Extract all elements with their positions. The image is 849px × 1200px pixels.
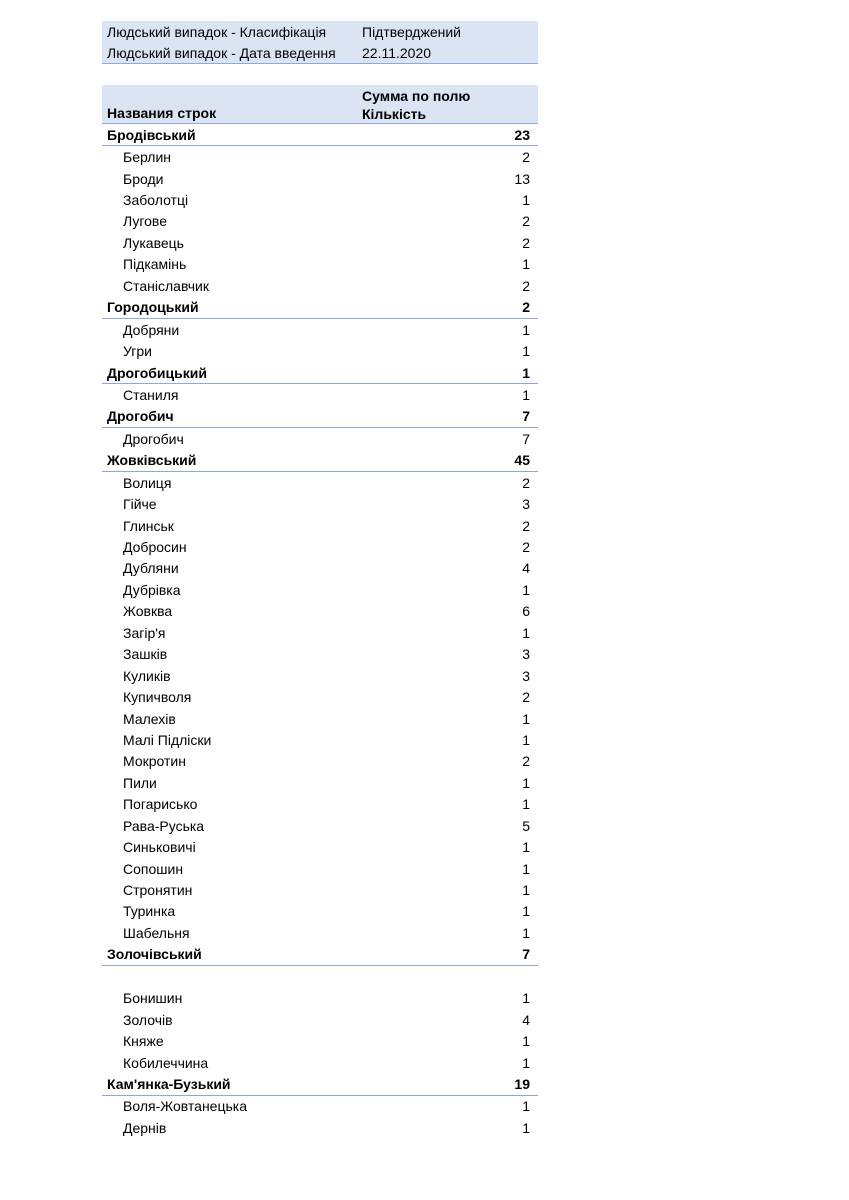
table-row (102, 1030, 538, 1051)
table-row (102, 729, 538, 750)
table-row (102, 879, 538, 900)
row-label: Станіславчик (123, 277, 209, 294)
table-row (102, 622, 538, 643)
row-value: 1 (522, 903, 530, 920)
table-row (102, 708, 538, 729)
row-label: Бонишин (123, 990, 183, 1007)
row-label: Добряни (123, 321, 180, 338)
group-row (102, 124, 538, 146)
group-row (102, 362, 538, 384)
table-row (102, 1052, 538, 1073)
filter-label: Людський випадок - Класифікація (107, 23, 327, 40)
row-label: Золочівський (107, 946, 202, 963)
row-value: 1 (522, 192, 530, 209)
filter-row-classification (102, 21, 538, 42)
row-label: Княже (123, 1033, 164, 1050)
filter-row-date (102, 42, 538, 63)
row-value: 1 (522, 990, 530, 1007)
table-row (102, 472, 538, 493)
row-value: 1 (522, 796, 530, 813)
table-row (102, 751, 538, 772)
table-row (102, 493, 538, 514)
table-row (102, 275, 538, 296)
row-value: 2 (522, 277, 530, 294)
row-value: 7 (522, 946, 530, 963)
filter-label: Людський випадок - Дата введення (107, 44, 336, 61)
row-label: Броди (123, 170, 164, 187)
row-value: 1 (522, 581, 530, 598)
row-label: Заболотці (123, 192, 189, 209)
row-label: Дрогобицький (107, 364, 207, 381)
row-label: Бродівський (107, 126, 196, 143)
row-value: 2 (522, 234, 530, 251)
filter-value: 22.11.2020 (362, 44, 432, 61)
row-value: 1 (522, 860, 530, 877)
table-row (102, 644, 538, 665)
row-value: 1 (522, 731, 530, 748)
row-label: Городоцький (107, 299, 199, 316)
row-value: 6 (522, 603, 530, 620)
table-row (102, 815, 538, 836)
row-value: 1 (522, 343, 530, 360)
row-label: Воля-Жовтанецька (123, 1098, 248, 1115)
row-label: Гійче (123, 496, 157, 513)
table-row (102, 772, 538, 793)
row-label: Дрогобич (123, 430, 184, 447)
group-row (102, 450, 538, 472)
row-value: 45 (514, 452, 530, 469)
table-row (102, 319, 538, 340)
row-value: 2 (522, 753, 530, 770)
row-label: Добросин (123, 539, 187, 556)
row-value: 4 (522, 560, 530, 577)
table-row (102, 254, 538, 275)
row-value: 4 (522, 1011, 530, 1028)
row-value: 2 (522, 213, 530, 230)
row-label: Малі Підліски (123, 731, 212, 748)
row-value: 3 (522, 667, 530, 684)
table-row (102, 211, 538, 232)
row-value: 1 (522, 386, 530, 403)
table-row (102, 1009, 538, 1030)
filter-area (102, 21, 538, 64)
table-row (102, 428, 538, 449)
row-value: 7 (522, 408, 530, 425)
row-label: Дубрівка (123, 581, 181, 598)
row-label: Золочів (123, 1011, 173, 1028)
table-row (102, 836, 538, 857)
table-row (102, 601, 538, 622)
group-row (102, 297, 538, 319)
gap-row (102, 64, 538, 85)
table-row (102, 558, 538, 579)
row-label: Жовква (123, 603, 173, 620)
row-value: 3 (522, 496, 530, 513)
row-value: 1 (522, 774, 530, 791)
row-value: 2 (522, 149, 530, 166)
row-label: Мокротин (123, 753, 186, 770)
row-value: 2 (522, 474, 530, 491)
row-label: Дрогобич (107, 408, 174, 425)
row-label: Синьковичі (123, 839, 196, 856)
row-label: Туринка (123, 903, 176, 920)
table-row (102, 579, 538, 600)
row-value: 7 (522, 430, 530, 447)
table-row (102, 922, 538, 943)
row-value: 1 (522, 624, 530, 641)
row-value: 1 (522, 1054, 530, 1071)
group-row (102, 406, 538, 428)
row-value: 2 (522, 299, 530, 316)
row-label: Підкамінь (123, 256, 187, 273)
row-value: 5 (522, 817, 530, 834)
row-value: 1 (522, 364, 530, 381)
row-label: Погарисько (123, 796, 198, 813)
row-label: Загір'я (123, 624, 166, 641)
table-row (102, 901, 538, 922)
row-label: Лугове (123, 213, 167, 230)
row-label: Волиця (123, 474, 172, 491)
group-row (102, 1073, 538, 1095)
row-value: 1 (522, 924, 530, 941)
row-label: Стронятин (123, 882, 193, 899)
row-label: Угри (123, 343, 152, 360)
row-value: 1 (522, 710, 530, 727)
table-row (102, 988, 538, 1009)
row-value: 3 (522, 646, 530, 663)
row-label: Сопошин (123, 860, 184, 877)
row-label: Лукавець (123, 234, 184, 251)
table-row (102, 1117, 538, 1138)
row-label: Кобилеччина (123, 1054, 209, 1071)
table-row (102, 794, 538, 815)
row-label: Дернів (123, 1119, 167, 1136)
row-value: 2 (522, 539, 530, 556)
filter-value: Підтверджений (362, 23, 461, 40)
table-row (102, 665, 538, 686)
row-label: Берлин (123, 149, 172, 166)
table-row (102, 686, 538, 707)
row-value: 13 (514, 170, 530, 187)
row-value: 1 (522, 1033, 530, 1050)
blank-row (102, 966, 538, 987)
sum-header-line-1: Сумма по полю (362, 88, 471, 104)
row-label: Глинськ (123, 517, 174, 534)
table-row (102, 858, 538, 879)
row-value: 19 (514, 1075, 530, 1092)
row-value: 1 (522, 256, 530, 273)
sum-header (356, 85, 538, 123)
group-row (102, 944, 538, 966)
row-label: Малехів (123, 710, 176, 727)
row-value: 2 (522, 517, 530, 534)
row-label: Дубляни (123, 560, 179, 577)
row-label: Рава-Руська (123, 817, 205, 834)
row-label: Пили (123, 774, 157, 791)
table-row (102, 515, 538, 536)
table-row (102, 1096, 538, 1117)
row-label: Куликів (123, 667, 171, 684)
table-row (102, 189, 538, 210)
table-row (102, 146, 538, 167)
table-row (102, 232, 538, 253)
row-value: 1 (522, 1119, 530, 1136)
row-value: 23 (514, 126, 530, 143)
table-row (102, 340, 538, 361)
table-row (102, 168, 538, 189)
row-label: Кам'янка-Бузький (107, 1075, 231, 1092)
table-row (102, 536, 538, 557)
row-value: 1 (522, 321, 530, 338)
table-header (102, 85, 538, 124)
sum-header-line-2: Кількість (362, 106, 427, 122)
row-value: 1 (522, 839, 530, 856)
table-row (102, 384, 538, 405)
row-value: 2 (522, 689, 530, 706)
row-label: Станиля (123, 386, 179, 403)
row-value: 1 (522, 1098, 530, 1115)
rows-label-header: Названия строк (107, 105, 217, 121)
row-label: Купичволя (123, 689, 192, 706)
row-label: Зашків (123, 646, 168, 663)
table-body (102, 124, 538, 1139)
row-label: Жовківський (107, 452, 197, 469)
row-label: Шабельня (123, 924, 190, 941)
row-value: 1 (522, 882, 530, 899)
pivot-table (102, 21, 538, 1139)
